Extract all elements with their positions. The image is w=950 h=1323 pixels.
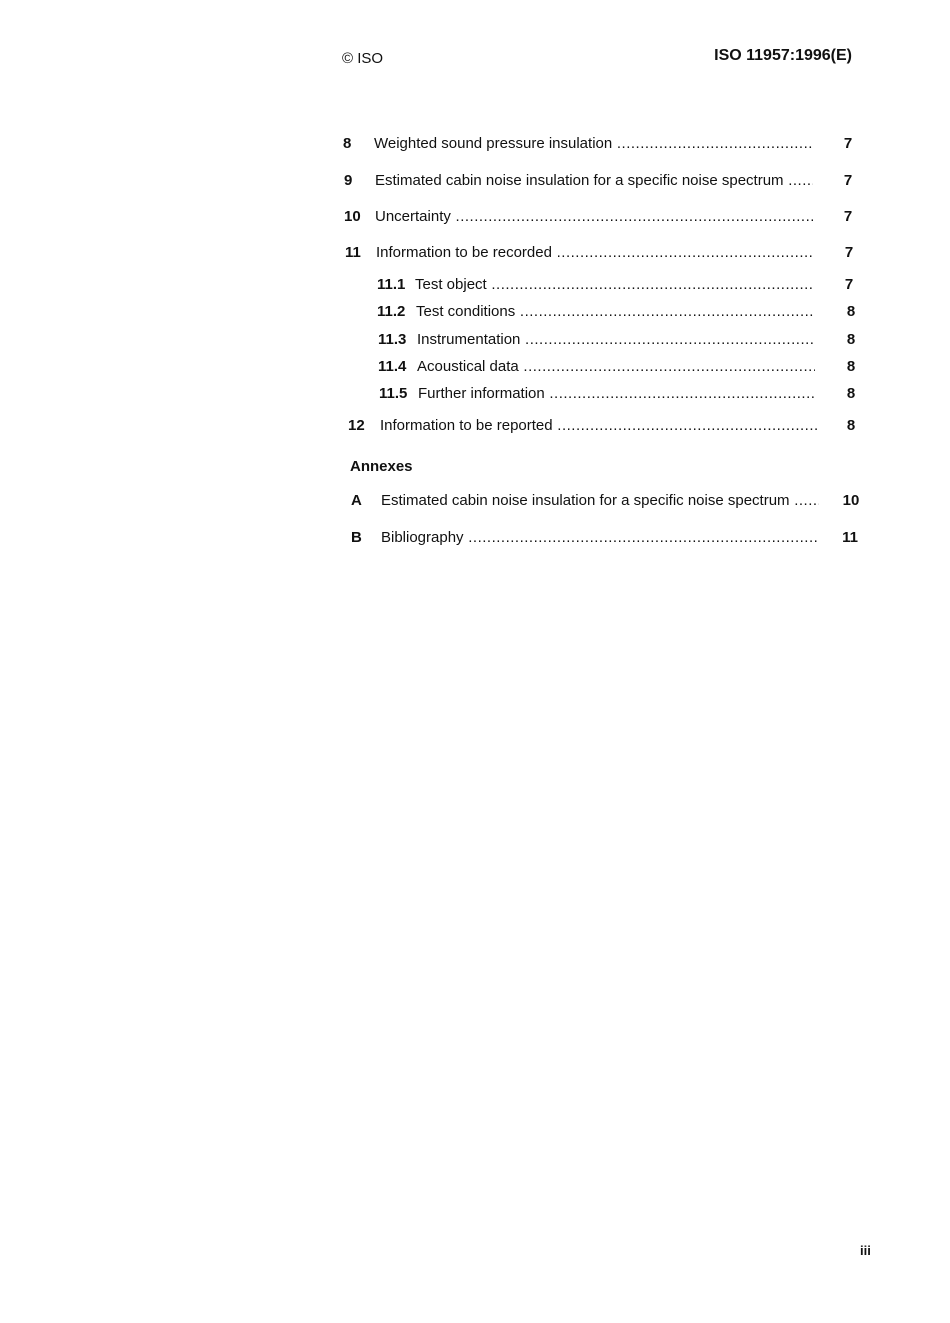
toc-entry-11-3	[378, 329, 868, 351]
toc-entry-11-1	[377, 274, 867, 296]
toc-entry-title: Acoustical data .....	[417, 356, 815, 378]
toc-entry-title: Test object .....	[415, 274, 813, 296]
toc-entry-number: A	[351, 492, 362, 509]
annexes-heading: Annexes	[350, 458, 413, 475]
toc-entry-number: 11.3	[378, 331, 407, 348]
toc-entry-page: 8	[846, 385, 856, 402]
toc-entry-number: 11.2	[377, 303, 406, 320]
toc-entry-page: 8	[846, 358, 856, 375]
toc-entry-11-5	[379, 383, 869, 405]
toc-entry-page: 7	[844, 276, 854, 293]
header-copyright: © ISO	[342, 50, 384, 67]
toc-entry-number: 11.4	[378, 358, 407, 375]
toc-entry-number: 11.5	[379, 385, 408, 402]
toc-entry-11-4	[378, 356, 868, 378]
toc-entry-number: 9	[344, 172, 353, 189]
toc-entry-page: 8	[846, 417, 856, 434]
toc-entry-title: Instrumentation .....	[417, 329, 815, 351]
toc-annex-a	[351, 490, 871, 512]
toc-entry-number: 11	[345, 244, 361, 261]
toc-entry-title: Estimated cabin noise insulation for a specific noise spectrum .....	[375, 170, 813, 192]
toc-entry-page: 8	[846, 303, 856, 320]
toc-entry-number: B	[351, 529, 362, 546]
toc-entry-12	[348, 415, 868, 437]
toc-entry-title: Weighted sound pressure insulation .....	[374, 133, 812, 155]
toc-entry-title: Bibliography .....	[381, 527, 817, 549]
toc-entry-number: 8	[343, 135, 352, 152]
toc-entry-10	[344, 206, 864, 228]
toc-entry-title: Further information .....	[418, 383, 816, 405]
toc-entry-8	[343, 133, 863, 155]
toc-entry-page: 11	[842, 529, 858, 546]
toc-entry-page: 7	[843, 208, 853, 225]
toc-entry-title: Test conditions .....	[416, 301, 814, 323]
toc-entry-11-2	[377, 301, 867, 323]
toc-entry-page: 7	[843, 172, 853, 189]
toc-entry-title: Estimated cabin noise insulation for a specific noise spectrum .....	[381, 490, 819, 512]
toc-entry-number: 12	[348, 417, 365, 434]
toc-entry-number: 11.1	[377, 276, 406, 293]
page-number: iii	[860, 1243, 871, 1258]
toc-entry-title: Uncertainty .....	[375, 206, 813, 228]
toc-entry-title: Information to be reported .....	[380, 415, 817, 437]
toc-entry-11	[345, 242, 865, 264]
toc-entry-number: 10	[344, 208, 361, 225]
toc-entry-9	[344, 170, 864, 192]
toc-entry-page: 7	[843, 135, 853, 152]
toc-entry-title: Information to be recorded .....	[376, 242, 813, 264]
header-standard-number: ISO 11957:1996(E)	[714, 47, 852, 64]
toc-entry-page: 10	[842, 492, 860, 509]
toc-annex-b	[351, 527, 871, 549]
toc-entry-page: 7	[844, 244, 854, 261]
toc-entry-page: 8	[846, 331, 856, 348]
